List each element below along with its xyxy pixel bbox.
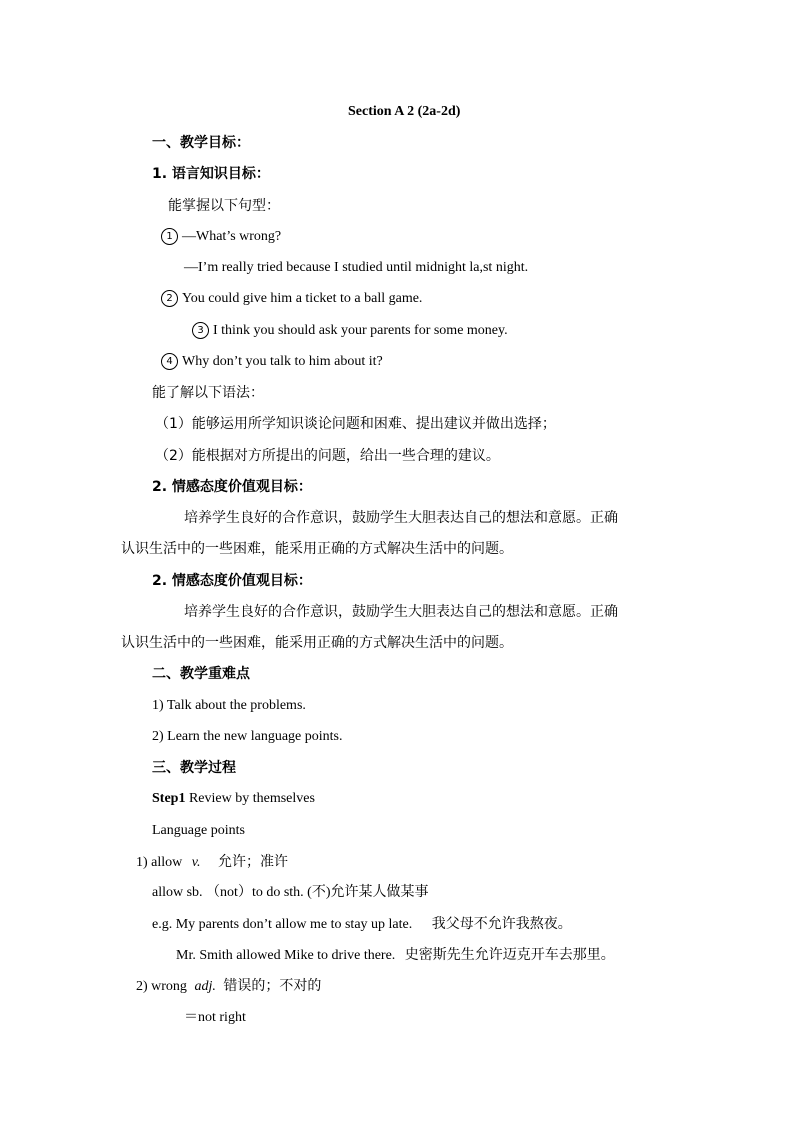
document-title: Section A 2 (2a-2d)	[348, 104, 461, 119]
sentence-text: I think you should ask your parents for some money.	[213, 323, 508, 338]
attitude-goal-heading-repeat: 2. 情感态度价值观目标：	[152, 573, 312, 589]
attitude-paragraph-line-2: 认识生活中的一些困难，能采用正确的方式解决生活中的问题。	[121, 541, 513, 557]
definition: 允许；准许	[217, 854, 288, 870]
sentence-intro: 能掌握以下句型：	[168, 198, 280, 214]
key-point-2: 2) Learn the new language points.	[152, 729, 343, 744]
wrong-synonym: ＝not right	[184, 1010, 246, 1025]
sentence-text: —What’s wrong?	[182, 229, 282, 244]
vocab-word: 1) allow	[136, 855, 183, 870]
circled-number: 4	[161, 353, 178, 370]
attitude-paragraph-line-1: 培养学生良好的合作意识，鼓励学生大胆表达自己的想法和意愿。正确	[184, 510, 618, 526]
knowledge-goal-heading: 1. 语言知识目标：	[152, 166, 270, 182]
step-1	[152, 790, 315, 808]
sentence-text: Why don’t you talk to him about it?	[182, 354, 383, 369]
definition: 错误的；不对的	[223, 978, 322, 994]
section-2-heading: 二、教学重难点	[152, 666, 250, 682]
sentence-4	[161, 353, 383, 371]
language-points-label: Language points	[152, 823, 245, 838]
example-chinese: 我父母不允许我熬夜。	[431, 916, 572, 932]
sentence-2	[161, 290, 422, 308]
vocab-word: 2) wrong	[136, 979, 187, 994]
grammar-item-2: （2）能根据对方所提出的问题，给出一些合理的建议。	[155, 448, 500, 464]
allow-usage: allow sb. （not）to do sth. (不)允许某人做某事	[152, 885, 429, 900]
section-3-heading: 三、教学过程	[152, 760, 236, 776]
attitude-paragraph-repeat-line-2: 认识生活中的一些困难，能采用正确的方式解决生活中的问题。	[121, 635, 513, 651]
key-point-1: 1) Talk about the problems.	[152, 698, 306, 713]
circled-number: 3	[192, 322, 209, 339]
sentence-1	[161, 228, 281, 246]
sentence-text: You could give him a ticket to a ball game.	[182, 291, 423, 306]
step-label: Step1	[152, 791, 186, 806]
section-1-heading: 一、教学目标：	[152, 135, 250, 151]
circled-number: 1	[161, 228, 178, 245]
example-2	[176, 946, 615, 965]
attitude-paragraph-repeat-line-1: 培养学生良好的合作意识，鼓励学生大胆表达自己的想法和意愿。正确	[184, 604, 618, 620]
step-text: Review by themselves	[185, 791, 315, 806]
attitude-goal-heading: 2. 情感态度价值观目标：	[152, 479, 312, 495]
example-chinese: 史密斯先生允许迈克开车去那里。	[404, 947, 615, 963]
sentence-1-answer: —I’m really tried because I studied until midnight la,st night.	[184, 260, 529, 275]
part-of-speech: v.	[191, 855, 201, 870]
example-english: e.g. My parents don’t allow me to stay up late.	[152, 917, 413, 932]
grammar-item-1: （1）能够运用所学知识谈论问题和困难、提出建议并做出选择；	[155, 416, 556, 432]
grammar-intro: 能了解以下语法：	[152, 385, 264, 401]
sentence-3	[192, 322, 508, 340]
circled-number: 2	[161, 290, 178, 307]
example-1	[152, 915, 572, 934]
vocab-wrong	[136, 977, 321, 996]
part-of-speech: adj.	[194, 979, 216, 994]
example-english: Mr. Smith allowed Mike to drive there.	[176, 948, 396, 963]
vocab-allow	[136, 853, 288, 872]
